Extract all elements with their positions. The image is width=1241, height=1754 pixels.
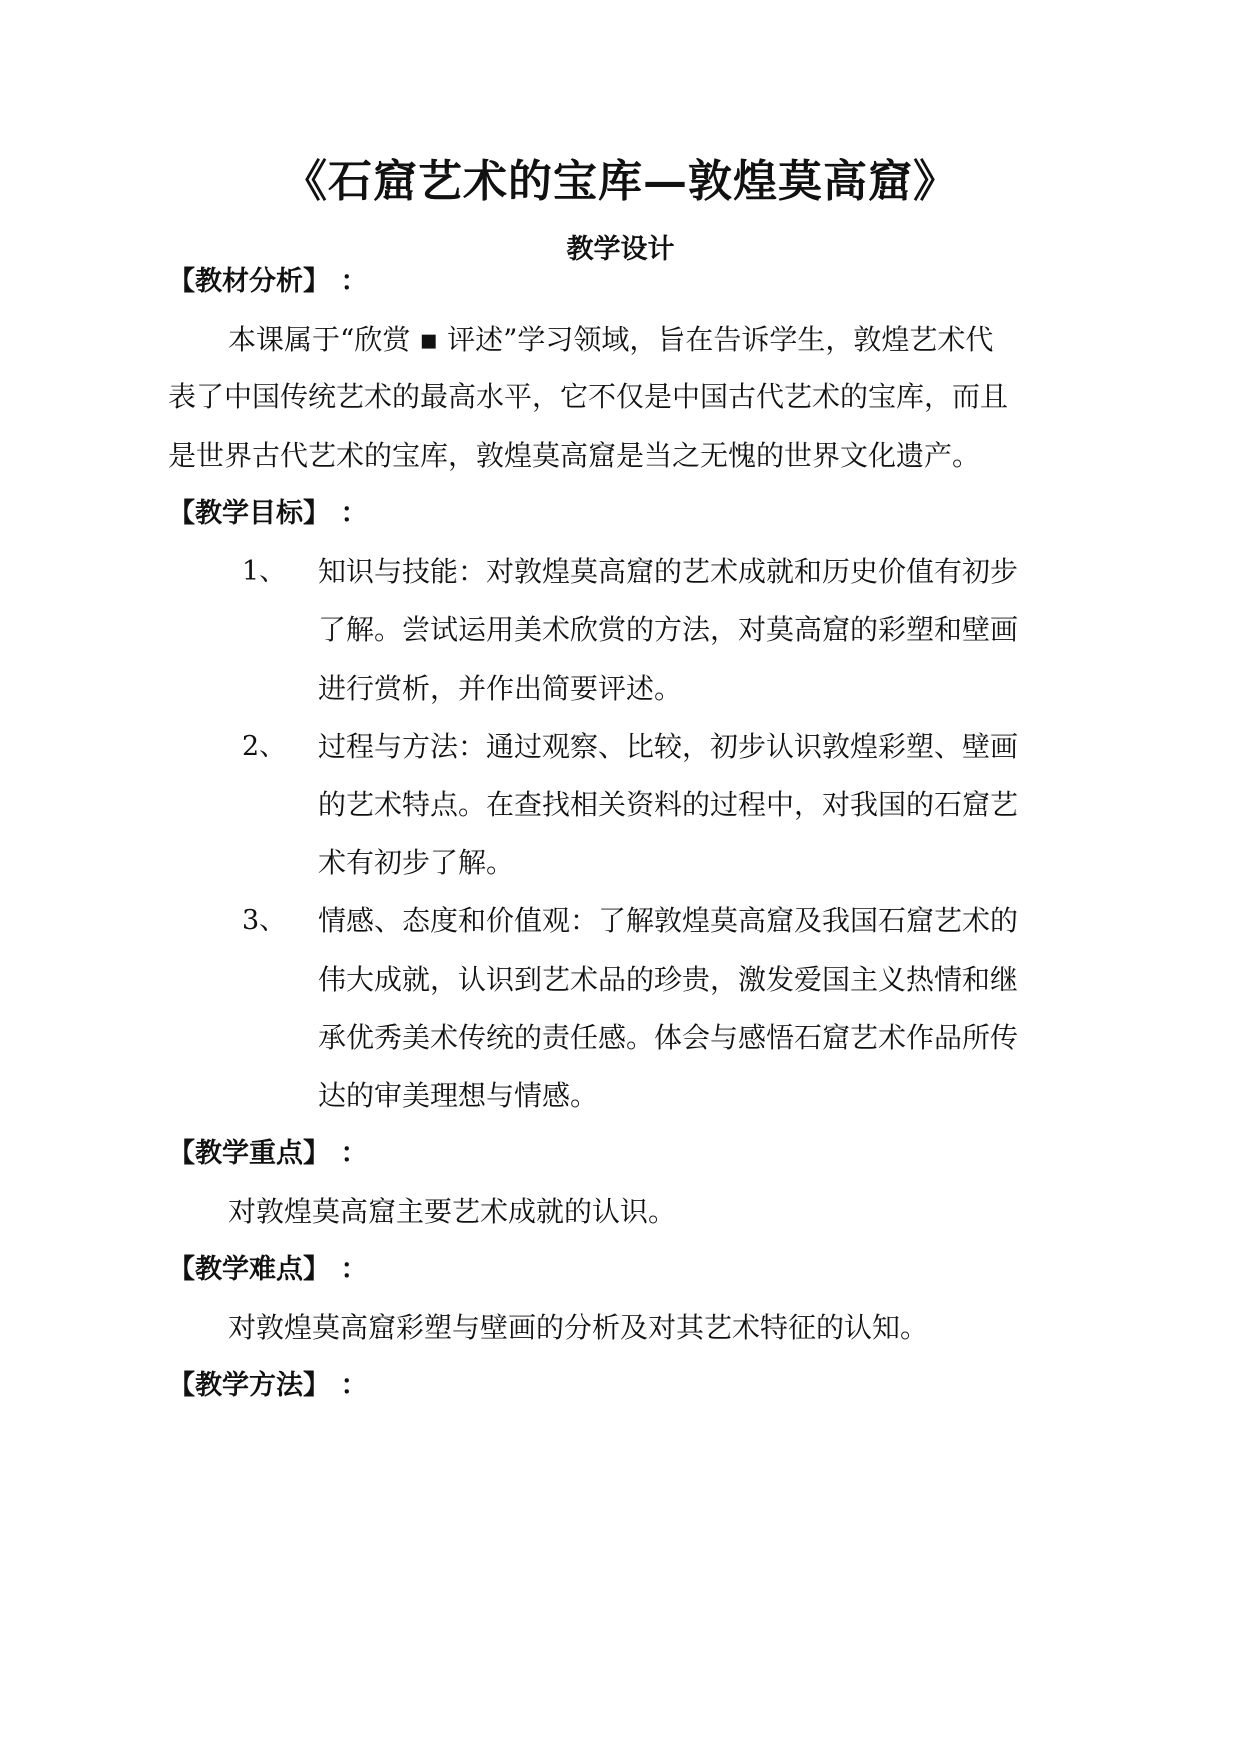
objective-2-line-3: 术有初步了解。 xyxy=(318,846,515,879)
objective-3-line-3: 承优秀美术传统的责任感。体会与感悟石窟艺术作品所传 xyxy=(318,1021,1019,1054)
objective-number-1: 1、 xyxy=(242,556,287,587)
section-heading-label: 【教学目标】 xyxy=(168,498,317,529)
objective-1-line-2: 了解。尝试运用美术欣赏的方法，对莫高窟的彩塑和壁画 xyxy=(318,613,1019,646)
analysis-line-1: 本课属于“欣赏 ▪ 评述”学习领域，旨在告诉学生，敦煌艺术代 xyxy=(228,323,994,356)
objective-3-line-4: 达的审美理想与情感。 xyxy=(318,1079,599,1112)
objective-number-3: 3、 xyxy=(242,905,287,936)
objective-3-line-1: 情感、态度和价值观：了解敦煌莫高窟及我国石窟艺术的 xyxy=(318,904,1019,937)
section-heading-colon: ： xyxy=(340,266,368,297)
section-heading-label: 【教学方法】 xyxy=(168,1370,317,1401)
section-heading-colon: ： xyxy=(340,1370,368,1401)
section-heading-label: 【教学重点】 xyxy=(168,1138,317,1169)
section-heading-colon: ： xyxy=(340,498,368,529)
difficulties-text: 对敦煌莫高窟彩塑与壁画的分析及对其艺术特征的认知。 xyxy=(228,1311,929,1344)
section-heading-label: 【教学难点】 xyxy=(168,1254,317,1285)
objective-2-line-2: 的艺术特点。在查找相关资料的过程中，对我国的石窟艺 xyxy=(318,788,1019,821)
objective-1-line-1: 知识与技能：对敦煌莫高窟的艺术成就和历史价值有初步 xyxy=(318,555,1019,588)
document-subtitle: 教学设计 xyxy=(566,234,675,265)
section-heading-analysis xyxy=(168,262,368,302)
objective-2-line-1: 过程与方法：通过观察、比较，初步认识敦煌彩塑、壁画 xyxy=(318,730,1019,763)
section-heading-difficulties xyxy=(168,1250,368,1290)
key-points-text: 对敦煌莫高窟主要艺术成就的认识。 xyxy=(228,1195,677,1228)
section-heading-objectives xyxy=(168,494,368,534)
objective-3-line-2: 伟大成就，认识到艺术品的珍贵，激发爱国主义热情和继 xyxy=(318,963,1019,996)
section-heading-colon: ： xyxy=(340,1138,368,1169)
section-heading-label: 【教材分析】 xyxy=(168,266,317,297)
analysis-line-2: 表了中国传统艺术的最高水平，它不仅是中国古代艺术的宝库，而且 xyxy=(168,380,1009,413)
analysis-line-3: 是世界古代艺术的宝库，敦煌莫高窟是当之无愧的世界文化遗产。 xyxy=(168,439,981,472)
document-title: 《石窟艺术的宝库—敦煌莫高窟》 xyxy=(283,156,958,207)
objective-1-line-3: 进行赏析，并作出简要评述。 xyxy=(318,672,683,705)
section-heading-methods xyxy=(168,1366,368,1406)
section-heading-colon: ： xyxy=(340,1254,368,1285)
objective-number-2: 2、 xyxy=(242,731,287,762)
section-heading-key-points xyxy=(168,1134,368,1174)
